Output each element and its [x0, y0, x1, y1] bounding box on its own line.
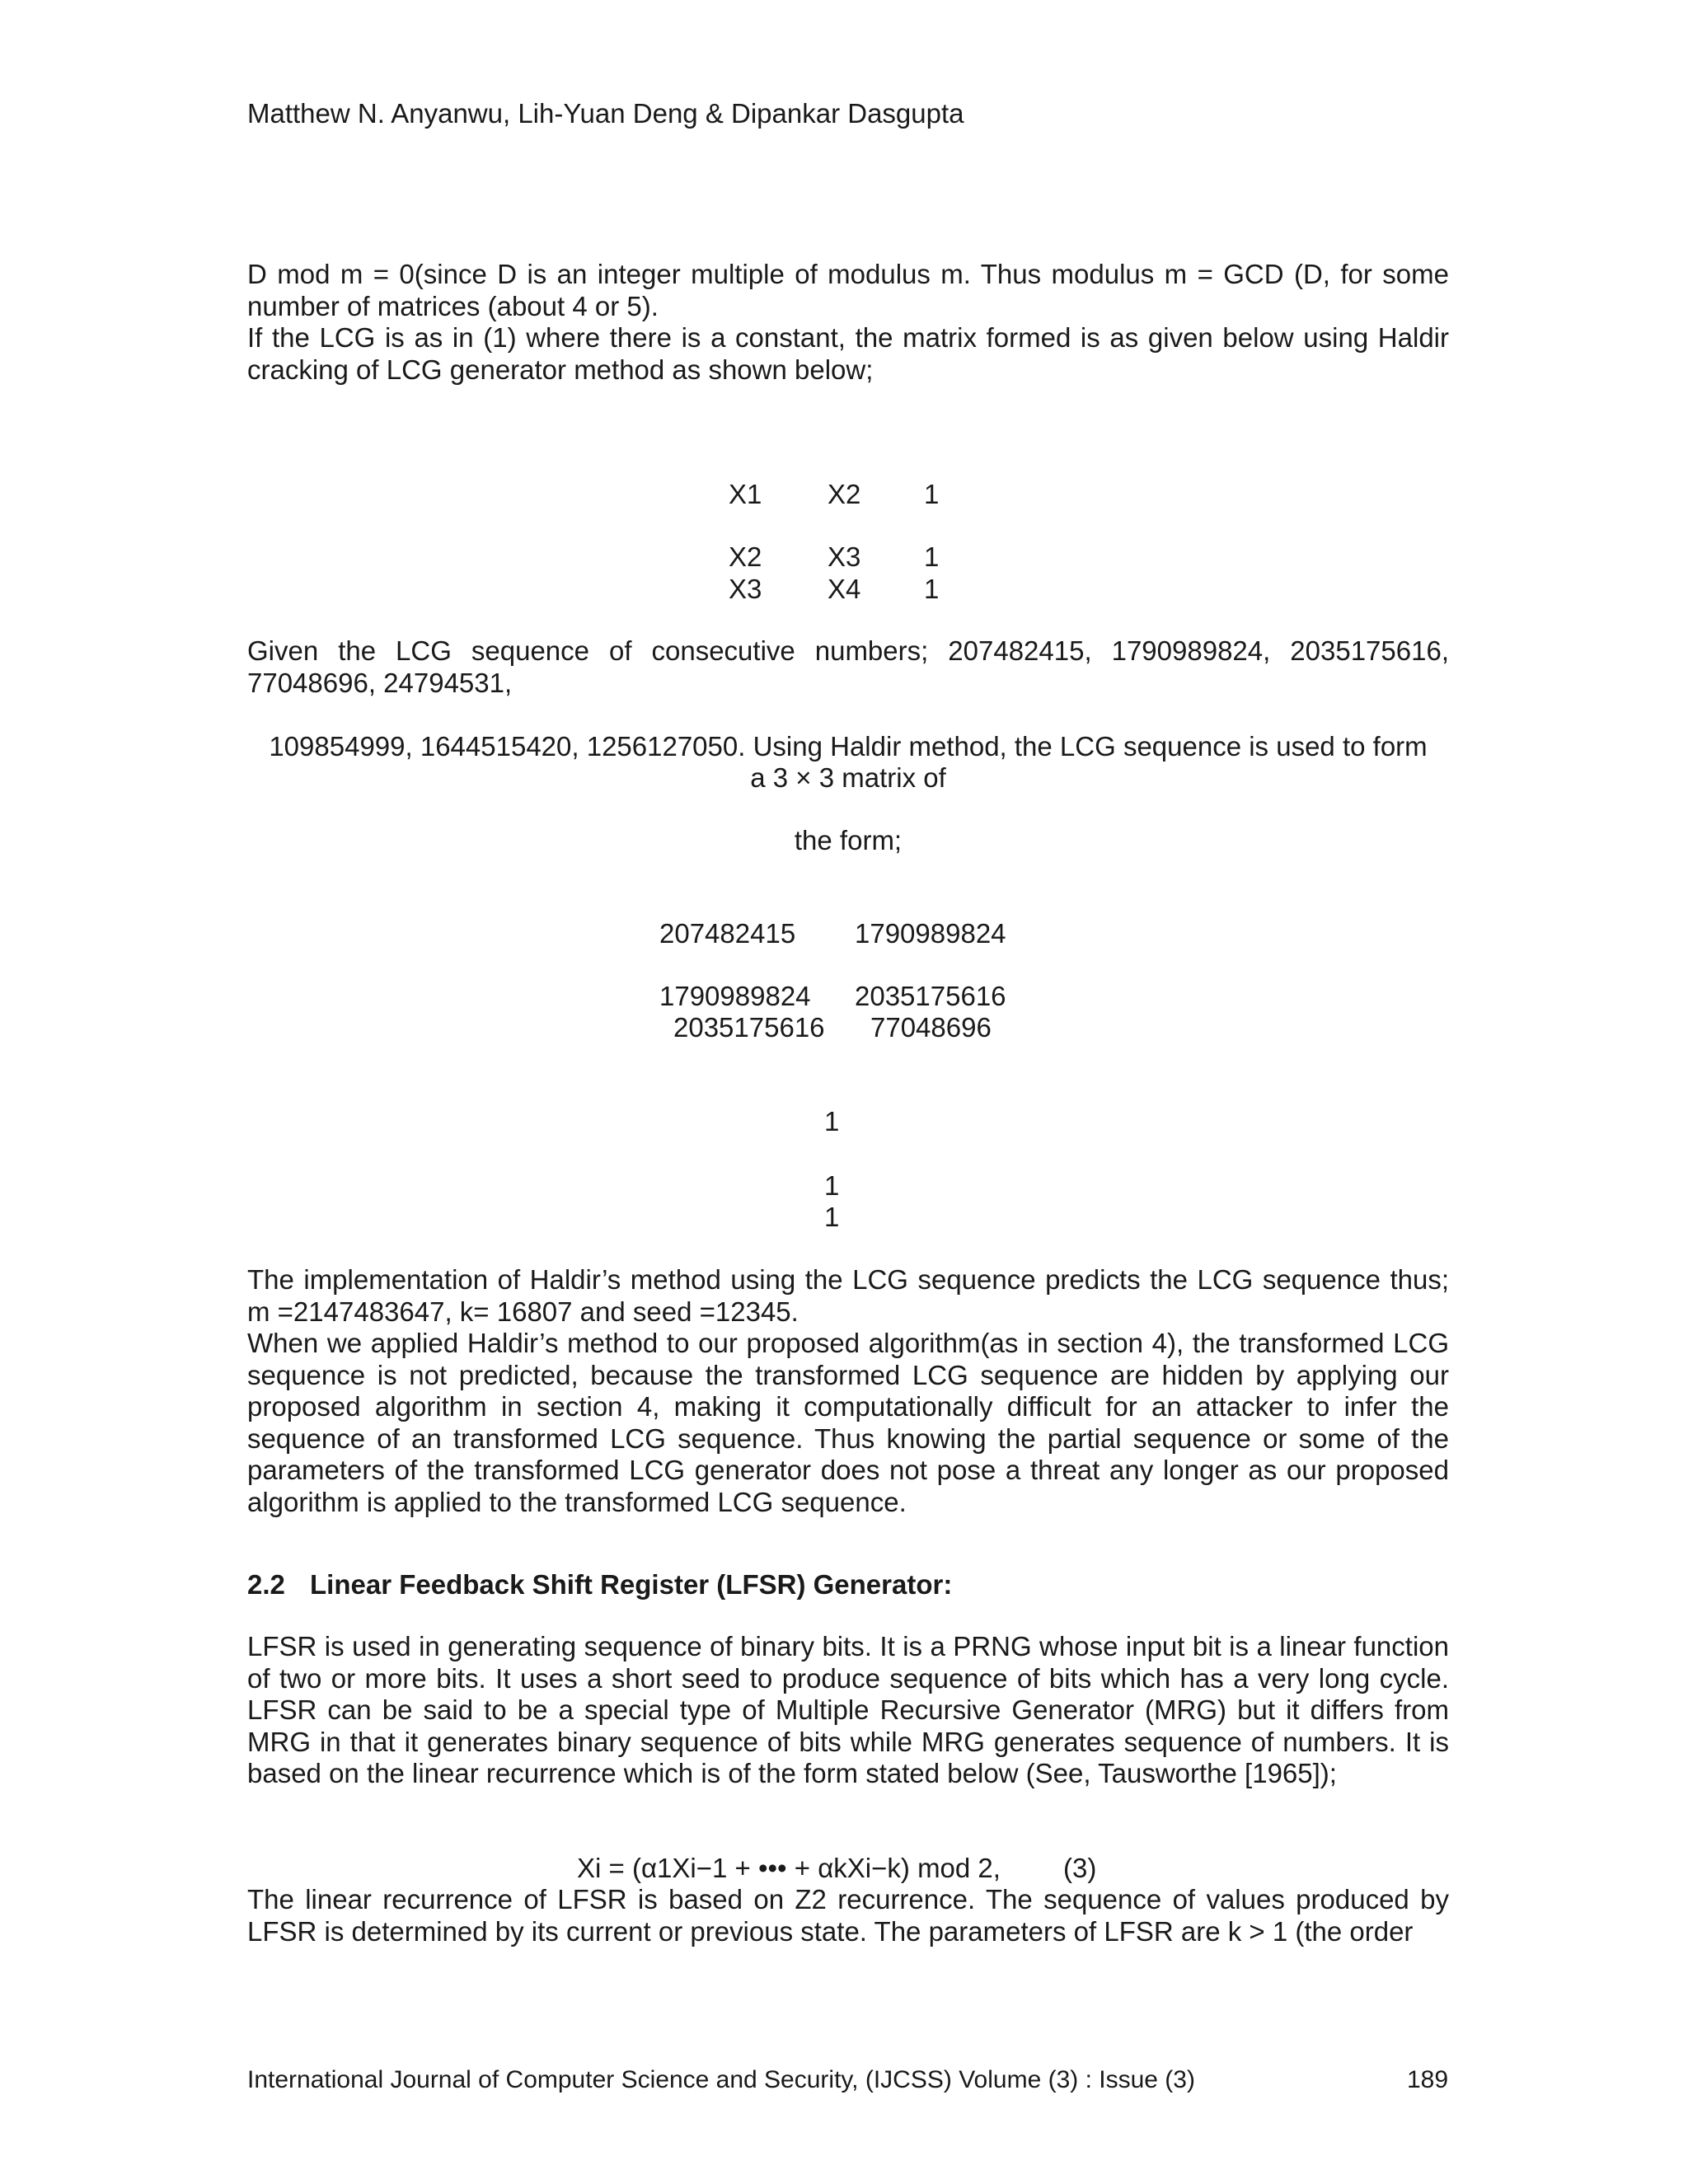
matrix-cell-r1c3: 1: [924, 479, 940, 509]
results-text: [247, 1264, 1449, 1518]
sequence-line-1: Given the LCG sequence of consecutive numbers; 207482415, 1790989824, 2035175616,: [247, 635, 1449, 666]
matrix-cell-r3c1: X3: [729, 574, 762, 604]
numeric-cell-r1c1: 207482415: [659, 918, 796, 949]
numeric-cell-r2c2: 2035175616: [855, 981, 1006, 1011]
intro-paragraph-1: D mod m = 0(since D is an integer multiple of modulus m. Thus modulus m = GCD (D, for some number of matrices (about 4 or 5).: [247, 259, 1449, 321]
matrix-cell-r2c3: 1: [924, 541, 940, 572]
matrix-cell-r1c1: X1: [729, 479, 762, 509]
intro-paragraph-2: If the LCG is as in (1) where there is a constant, the matrix formed is as given below using Haldir cracking of LCG generator method as shown below;: [247, 322, 1449, 385]
numeric-one-3: 1: [824, 1202, 840, 1232]
section-title: Linear Feedback Shift Register (LFSR) Generator:: [310, 1569, 953, 1600]
numeric-cell-r1c2: 1790989824: [855, 918, 1006, 949]
numeric-cell-r2c1: 1790989824: [659, 981, 811, 1011]
footer-journal: International Journal of Computer Science and Security, (IJCSS) Volume (3) : Issue (3): [247, 2066, 1195, 2093]
numeric-cell-r3c2: 77048696: [870, 1012, 992, 1043]
section-number: 2.2: [247, 1569, 285, 1600]
sequence-center-line-1: 109854999, 1644515420, 1256127050. Using Haldir method, the LCG sequence is used to form: [269, 731, 1428, 762]
section-heading: [247, 1568, 952, 1601]
matrix-cell-r3c2: X4: [828, 574, 861, 604]
intro-text: [247, 259, 1449, 386]
sequence-center-line-2: a 3 × 3 matrix of: [750, 762, 946, 793]
matrix-cell-r1c2: X2: [828, 479, 861, 509]
numeric-one-2: 1: [824, 1170, 840, 1201]
sequence-paragraph: [247, 635, 1449, 699]
numeric-cell-r3c1: 2035175616: [673, 1012, 825, 1043]
sequence-line-2: 77048696, 24794531,: [247, 667, 513, 698]
results-paragraph-1: The implementation of Haldir’s method using the LCG sequence predicts the LCG sequence thus; m =2147483647, k= 16807 and seed =12345.: [247, 1264, 1449, 1327]
numeric-one-1: 1: [824, 1106, 840, 1137]
lfsr-paragraph-1: LFSR is used in generating sequence of binary bits. It is a PRNG whose input bit is a linear function of two or more bits. It uses a short seed to produce sequence of bits which has a very long cycle. LFSR can be said to be a special type of Multiple Recursive Generator (MRG) but it differs from MRG in that it generates binary sequence of bits while MRG generates sequence of numbers. It is based on the linear recurrence which is of the form stated below (See, Tausworthe [1965]);: [247, 1631, 1449, 1788]
sequence-center-line-3: the form;: [794, 825, 903, 855]
matrix-cell-r2c1: X2: [729, 541, 762, 572]
matrix-cell-r3c3: 1: [924, 574, 940, 604]
footer-page-number: 189: [1407, 2066, 1449, 2093]
equation-number: (3): [1063, 1853, 1097, 1883]
lfsr-paragraph-2: The linear recurrence of LFSR is based on Z2 recurrence. The sequence of values produced by LFSR is determined by its current or previous state. The parameters of LFSR are k > 1 (the order: [247, 1884, 1449, 1947]
lfsr-equation: Xi = (α1Xi−1 + ••• + αkXi−k) mod 2,: [577, 1853, 1001, 1883]
running-header-authors: Matthew N. Anyanwu, Lih-Yuan Deng & Dipankar Dasgupta: [247, 98, 964, 129]
matrix-cell-r2c2: X3: [828, 541, 861, 572]
results-paragraph-2: When we applied Haldir’s method to our proposed algorithm(as in section 4), the transformed LCG sequence is not predicted, because the transformed LCG sequence are hidden by applying our proposed algorithm in section 4, making it computationally difficult for an attacker to infer the sequence of an transformed LCG sequence. Thus knowing the partial sequence or some of the parameters of the transformed LCG generator does not pose a threat any longer as our proposed algorithm is applied to the transformed LCG sequence.: [247, 1328, 1449, 1517]
